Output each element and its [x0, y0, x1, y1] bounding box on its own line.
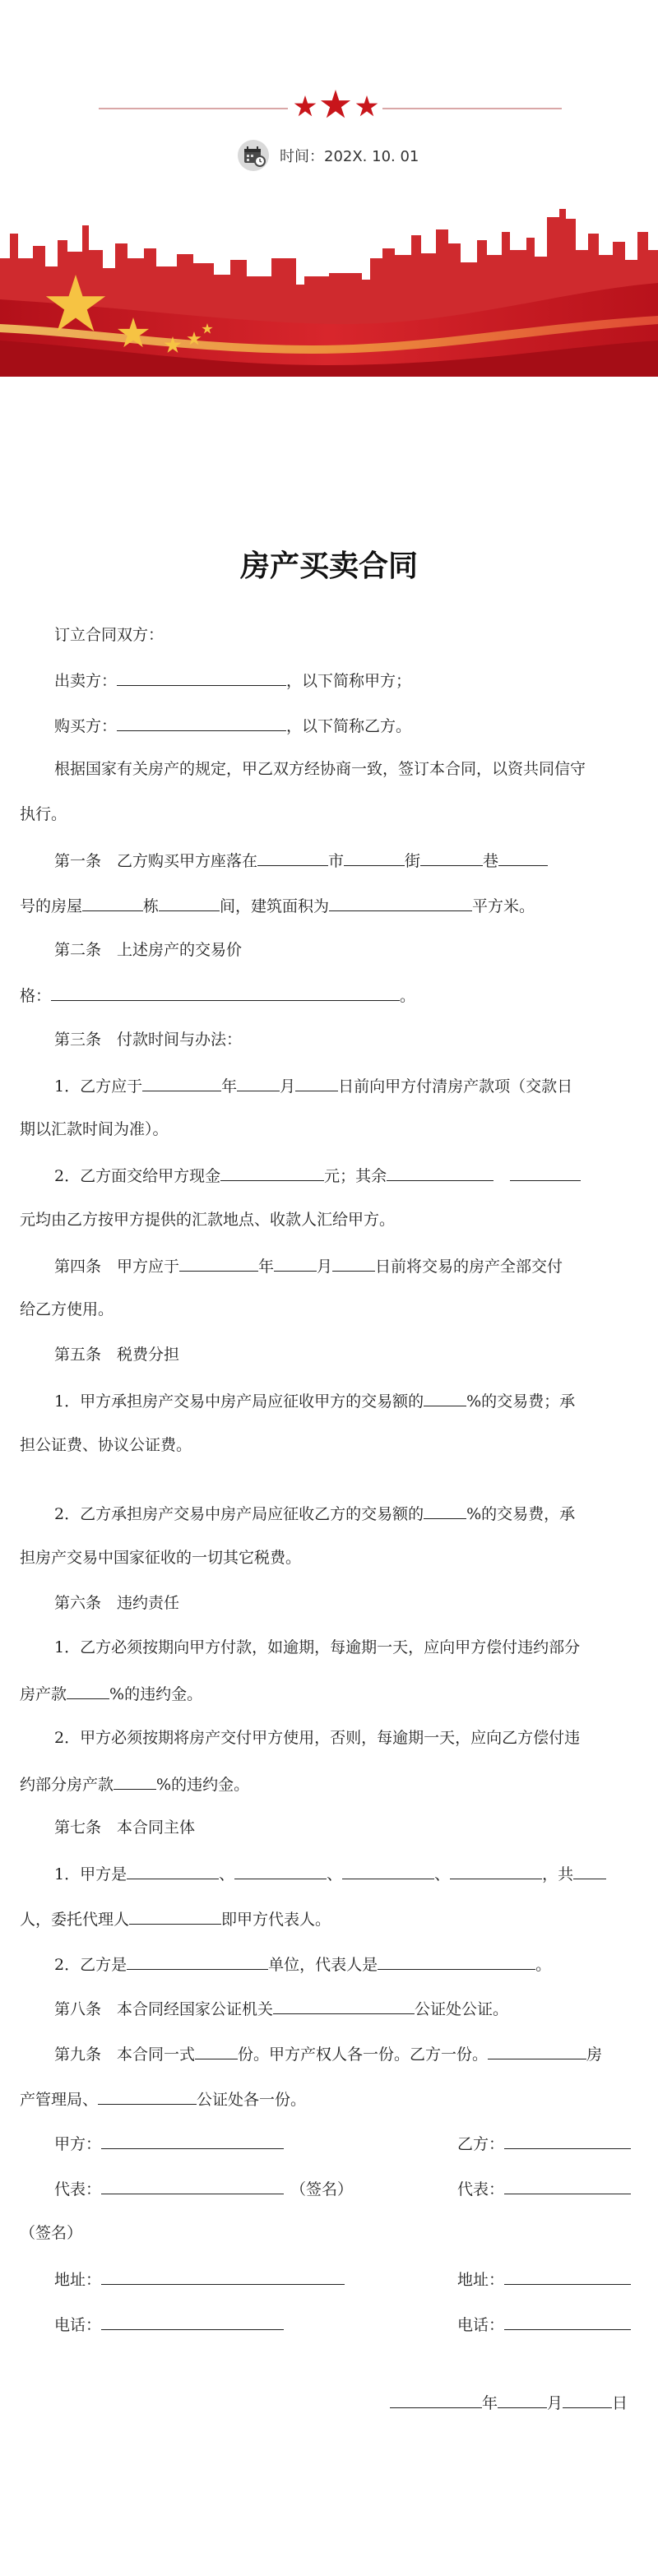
article-3-heading: 第三条 付款时间与办法： [54, 1031, 243, 1049]
buyer-unit-blank[interactable] [127, 1951, 268, 1970]
building-blank[interactable] [82, 892, 143, 911]
star-icon [320, 90, 351, 121]
area-blank[interactable] [329, 892, 472, 911]
calendar-clock-icon [237, 139, 270, 172]
sign-date: 年 月 日 [390, 2389, 628, 2416]
seller-fee-blank[interactable] [424, 1388, 466, 1406]
article-3-1-line-2: 期以汇款时间为准）。 [20, 1120, 169, 1138]
star-icon [294, 95, 317, 118]
notary-blank[interactable] [273, 1995, 415, 2014]
phone-a-blank[interactable] [101, 2311, 284, 2330]
preamble-line-2: 执行。 [20, 805, 67, 823]
sign-month-blank[interactable] [498, 2389, 547, 2408]
seller-blank[interactable] [117, 667, 286, 686]
article-3-2-line-2: 元均由乙方按甲方提供的汇款地点、收款人汇给甲方。 [20, 1211, 396, 1229]
sig-sign-b: （签名） [20, 2224, 83, 2242]
rep-b-blank[interactable] [504, 2175, 631, 2194]
sig-rep-b: 代表： [457, 2175, 631, 2202]
article-4-line-1: 第四条 甲方应于 年 月 日前将交易的房产全部交付 [54, 1253, 563, 1279]
remainder-blank-2[interactable] [510, 1162, 581, 1181]
lane-blank[interactable] [420, 847, 483, 866]
phone-b-blank[interactable] [504, 2311, 631, 2330]
article-6-2-line-2: 约部分房产款 %的违约金。 [20, 1771, 249, 1797]
pay-month-blank[interactable] [237, 1073, 280, 1091]
buyer-penalty-blank[interactable] [67, 1680, 109, 1699]
article-4-line-2: 给乙方使用。 [20, 1300, 114, 1318]
seller-line: 出卖方： ，以下简称甲方； [54, 667, 411, 693]
article-5-2-line-1: 2．乙方承担房产交易中房产局应征收乙方的交易额的 %的交易费，承 [54, 1500, 575, 1527]
article-6-1-line-2: 房产款 %的违约金。 [20, 1680, 202, 1707]
rep-a-blank[interactable] [101, 2175, 284, 2194]
sign-year-blank[interactable] [390, 2389, 482, 2408]
party-b-sign-blank[interactable] [504, 2130, 631, 2149]
street-blank[interactable] [344, 847, 405, 866]
seller-name-blank-2[interactable] [234, 1860, 327, 1879]
header-divider-left [99, 108, 288, 109]
article-9-line-2: 产管理局、 公证处各一份。 [20, 2086, 306, 2112]
date-row [237, 138, 419, 173]
sig-party-a: 甲方： [54, 2130, 284, 2157]
star-icon [355, 95, 378, 118]
article-6-1-line-1: 1．乙方必须按期向甲方付款，如逾期，每逾期一天，应向甲方偿付违约部分 [54, 1638, 581, 1656]
article-2-line-1: 第二条 上述房产的交易价 [54, 941, 243, 959]
notary-office-blank[interactable] [98, 2086, 197, 2105]
buyer-fee-blank[interactable] [424, 1500, 466, 1519]
article-5-heading: 第五条 税费分担 [54, 1346, 180, 1364]
article-1-line-2: 号的房屋 栋 间，建筑面积为 平方米。 [20, 892, 535, 919]
party-a-sign-blank[interactable] [101, 2130, 284, 2149]
article-8-line: 第八条 本合同经国家公证机关 公证处公证。 [54, 1995, 508, 2022]
article-7-1-line-2: 人，委托代理人 即甲方代表人。 [20, 1906, 331, 1932]
article-5-1-line-2: 担公证费、协议公证费。 [20, 1436, 192, 1454]
sign-day-blank[interactable] [563, 2389, 612, 2408]
rooms-blank[interactable] [159, 892, 220, 911]
delivery-day-blank[interactable] [332, 1253, 375, 1272]
seller-name-blank-3[interactable] [342, 1860, 434, 1879]
parties-intro: 订立合同双方： [54, 626, 164, 644]
remainder-blank[interactable] [387, 1162, 494, 1181]
copies-recipient-blank[interactable] [488, 2041, 586, 2059]
article-7-2-line: 2．乙方是 单位，代表人是 。 [54, 1951, 551, 1977]
article-3-1-line-1: 1．乙方应于 年 月 日前向甲方付清房产款项（交款日 [54, 1073, 572, 1099]
buyer-blank[interactable] [117, 712, 286, 731]
price-blank[interactable] [51, 982, 400, 1001]
sig-addr-b: 地址： [457, 2266, 631, 2292]
banner-skyline-image [0, 201, 658, 377]
cash-blank[interactable] [220, 1162, 324, 1181]
preamble-line-1: 根据国家有关房产的规定，甲乙双方经协商一致，签订本合同，以资共同信守 [54, 760, 586, 778]
delivery-month-blank[interactable] [274, 1253, 317, 1272]
seller-name-blank-1[interactable] [127, 1860, 219, 1879]
article-5-1-line-1: 1．甲方承担房产交易中房产局应征收甲方的交易额的 %的交易费；承 [54, 1388, 575, 1414]
agent-blank[interactable] [129, 1906, 221, 1925]
seller-penalty-blank[interactable] [114, 1771, 156, 1790]
date-label: 时间：202X. 10. 01 [280, 148, 419, 165]
pay-year-blank[interactable] [142, 1073, 221, 1091]
addr-b-blank[interactable] [504, 2266, 631, 2285]
article-7-heading: 第七条 本合同主体 [54, 1818, 196, 1837]
copies-blank[interactable] [195, 2041, 238, 2059]
article-9-line-1: 第九条 本合同一式 份。甲方产权人各一份。乙方一份。 房 [54, 2041, 602, 2067]
article-5-2-line-2: 担房产交易中国家征收的一切其它税费。 [20, 1549, 302, 1567]
article-6-2-line-1: 2．甲方必须按期将房产交付甲方使用，否则，每逾期一天，应向乙方偿付违 [54, 1729, 581, 1747]
buyer-rep-blank[interactable] [378, 1951, 535, 1970]
sig-addr-a: 地址： [54, 2266, 345, 2292]
pay-day-blank[interactable] [295, 1073, 338, 1091]
sig-phone-a: 电话： [54, 2311, 284, 2337]
document-title: 房产买卖合同 [239, 549, 418, 583]
buyer-line: 购买方： ，以下简称乙方。 [54, 712, 411, 739]
sig-phone-b: 电话： [457, 2311, 631, 2337]
article-6-heading: 第六条 违约责任 [54, 1594, 180, 1612]
sig-rep-a: 代表： （签名） [54, 2175, 353, 2202]
article-2-line-2: 格： 。 [20, 982, 415, 1008]
city-blank[interactable] [257, 847, 328, 866]
number-blank[interactable] [498, 847, 548, 866]
sig-party-b: 乙方： [457, 2130, 631, 2157]
article-3-2-line-1: 2．乙方面交给甲方现金 元；其余 [54, 1162, 581, 1188]
header-divider-right [382, 108, 562, 109]
delivery-year-blank[interactable] [179, 1253, 258, 1272]
article-1-line-1: 第一条 乙方购买甲方座落在 市 街 巷 [54, 847, 548, 873]
seller-name-blank-4[interactable] [450, 1860, 542, 1879]
seller-count-blank[interactable] [573, 1860, 606, 1879]
addr-a-blank[interactable] [101, 2266, 345, 2285]
article-7-1-line-1: 1．甲方是 、 、 、 ，共 [54, 1860, 606, 1887]
